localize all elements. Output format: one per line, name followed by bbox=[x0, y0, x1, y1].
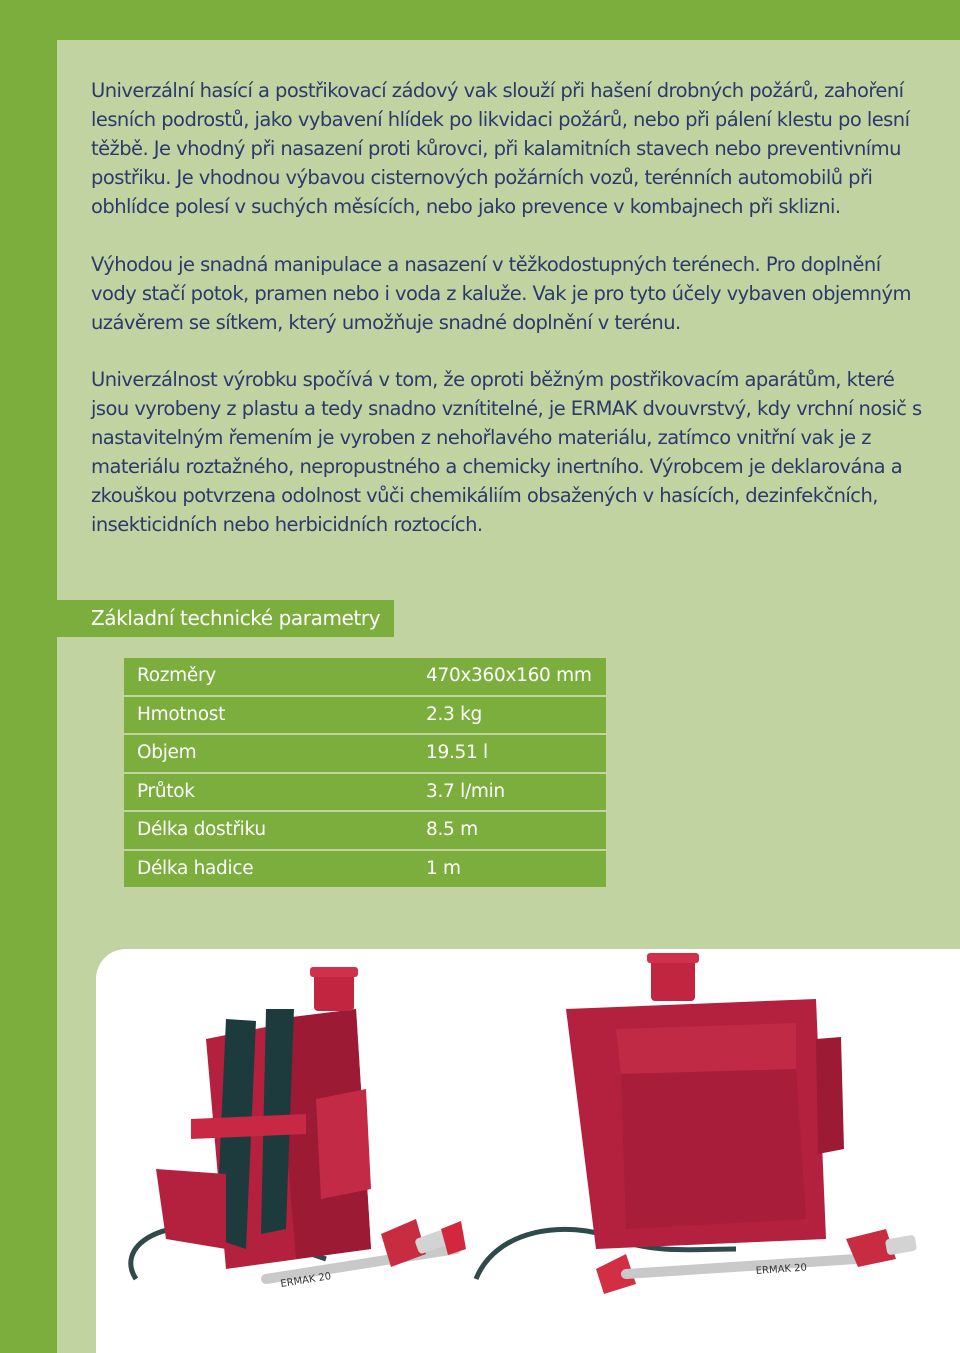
specs-heading: Základní technické parametry bbox=[57, 600, 394, 637]
lance-label-right: ERMAK 20 bbox=[755, 1262, 808, 1277]
spec-value: 470x360x160 mm bbox=[426, 665, 592, 686]
spec-value: 19.51 l bbox=[426, 742, 488, 763]
spec-name: Délka dostřiku bbox=[137, 819, 266, 840]
backpack-front-view bbox=[476, 953, 917, 1294]
spec-value: 3.7 l/min bbox=[426, 780, 505, 802]
spec-name: Průtok bbox=[137, 780, 195, 802]
lance-label-left: ERMAK 20 bbox=[279, 1271, 333, 1290]
spec-name: Hmotnost bbox=[137, 703, 226, 725]
spec-row-hose-length bbox=[124, 851, 606, 888]
spec-value: 2.3 kg bbox=[426, 703, 482, 725]
spec-name: Rozměry bbox=[137, 665, 216, 686]
left-accent-strip-bottom bbox=[0, 1102, 57, 1353]
spec-row-volume bbox=[124, 735, 606, 772]
top-accent-bar bbox=[0, 0, 960, 40]
advantages-paragraph: Výhodou je snadná manipulace a nasazení v těžkodostupných terénech. Pro doplnění vody stačí potok, pramen nebo i voda z kaluže. Vak je pro tyto účely vybaven objemným uzávěrem se sítkem, který umožňuje snadné doplnění v terénu. bbox=[91, 253, 911, 334]
specs-table bbox=[124, 658, 606, 889]
spec-row-dimensions bbox=[124, 658, 606, 695]
spec-row-flow bbox=[124, 774, 606, 811]
spec-name: Délka hadice bbox=[137, 857, 254, 879]
spec-row-weight bbox=[124, 697, 606, 734]
spec-value: 1 m bbox=[426, 857, 461, 879]
spec-row-spray-range bbox=[124, 812, 606, 849]
left-accent-strip bbox=[0, 40, 57, 1102]
spec-value: 8.5 m bbox=[426, 819, 478, 840]
spec-name: Objem bbox=[137, 742, 197, 763]
product-photo bbox=[96, 949, 960, 1353]
intro-paragraph: Univerzální hasící a postřikovací zádový vak slouží při hašení drobných požárů, zahoření lesních podrostů, jako vybavení hlídek po likvidaci požárů, nebo při pálení klestu po lesní těžbě. Je vhodný při nasazení proti kůrovci, při kalamitních stavech nebo preventivnímu postřiku. Je vhodnou výbavou cisternových požárních vozů, terénních automobilů při obhlídce polesí v suchých měsících, nebo jako prevence v kombajnech při sklizni. bbox=[91, 79, 910, 218]
universality-paragraph: Univerzálnost výrobku spočívá v tom, že oproti běžným postřikovacím aparátům, které jsou vyrobeny z plastu a tedy snadno vznítitelné, je ERMAK dvouvrstvý, kdy vrchní nosič s nastavitelným řemením je vyroben z nehořlavého materiálu, zatímco vnitřní vak je z materiálu roztažného, nepropustného a chemicky inertního. Výrobcem je deklarována a zkouškou potvrzena odolnost vůči chemikáliím obsažených v hasících, dezinfekčních, insekticidních nebo herbicidních roztocích. bbox=[91, 368, 922, 536]
backpack-rear-view bbox=[131, 967, 466, 1290]
